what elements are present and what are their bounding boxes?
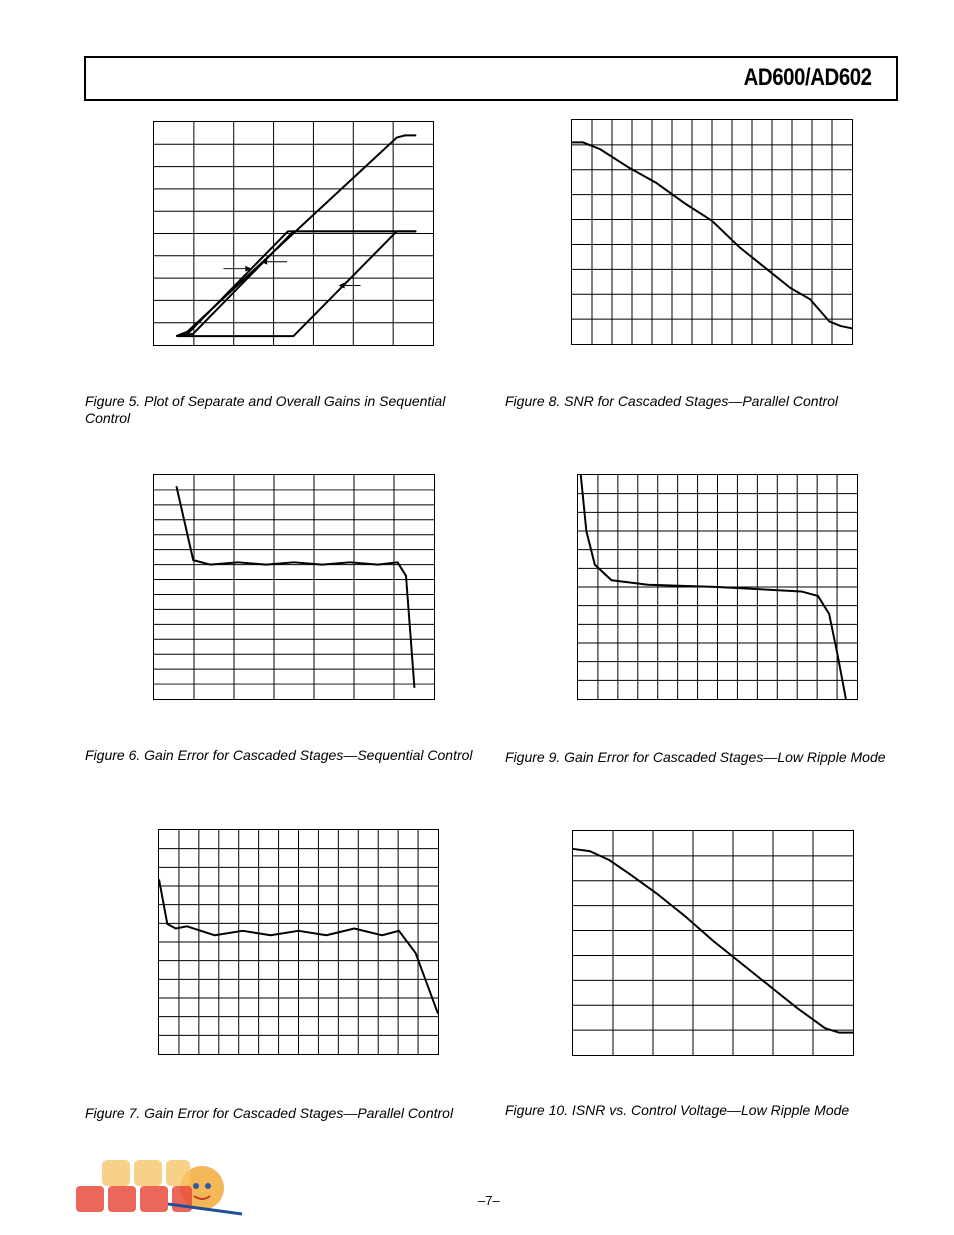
figure-7-plot [158,829,439,1055]
page-number: –7– [478,1193,500,1208]
figure-10-caption: Figure 10. ISNR vs. Control Voltage—Low Ripple Mode [505,1102,850,1118]
figure-6-plot [153,474,435,700]
figure-8-plot [571,119,853,345]
figure-7-grid [159,830,438,1054]
watermark-logo-icon [72,1152,252,1230]
figure-9-plot [577,474,858,700]
fig5-series-line-3 [176,231,416,336]
figure-8-grid [572,120,852,344]
figure-5-svg [154,122,433,345]
fig6-series-line-0 [176,486,414,688]
figure-8-caption: Figure 8. SNR for Cascaded Stages—Parallel Control [505,393,839,409]
figure-9-svg [578,475,857,699]
watermark-logo [72,1152,252,1230]
figure-5-plot [153,121,434,346]
figure-6-series [176,486,414,688]
figure-6-grid [154,475,434,699]
figure-8-svg [572,120,852,344]
fig5-series-line-0 [176,135,416,336]
figure-5-caption: Figure 5. Plot of Separate and Overall Gains in Sequential Control [85,393,446,426]
figure-5-annotation-arrows [224,259,361,289]
page-header [84,56,898,101]
figure-7-caption: Figure 7. Gain Error for Cascaded Stages—Parallel Control [85,1105,454,1121]
figure-10-plot [572,830,854,1056]
figure-6-svg [154,475,434,699]
document-title: AD600/AD602 [743,64,872,91]
figure-6-caption: Figure 6. Gain Error for Cascaded Stages—Sequential Control [85,747,473,763]
figure-5-series [176,135,416,336]
figure-10-svg [573,831,853,1055]
figure-7-svg [159,830,438,1054]
figure-9-caption: Figure 9. Gain Error for Cascaded Stages—Low Ripple Mode [505,749,886,765]
